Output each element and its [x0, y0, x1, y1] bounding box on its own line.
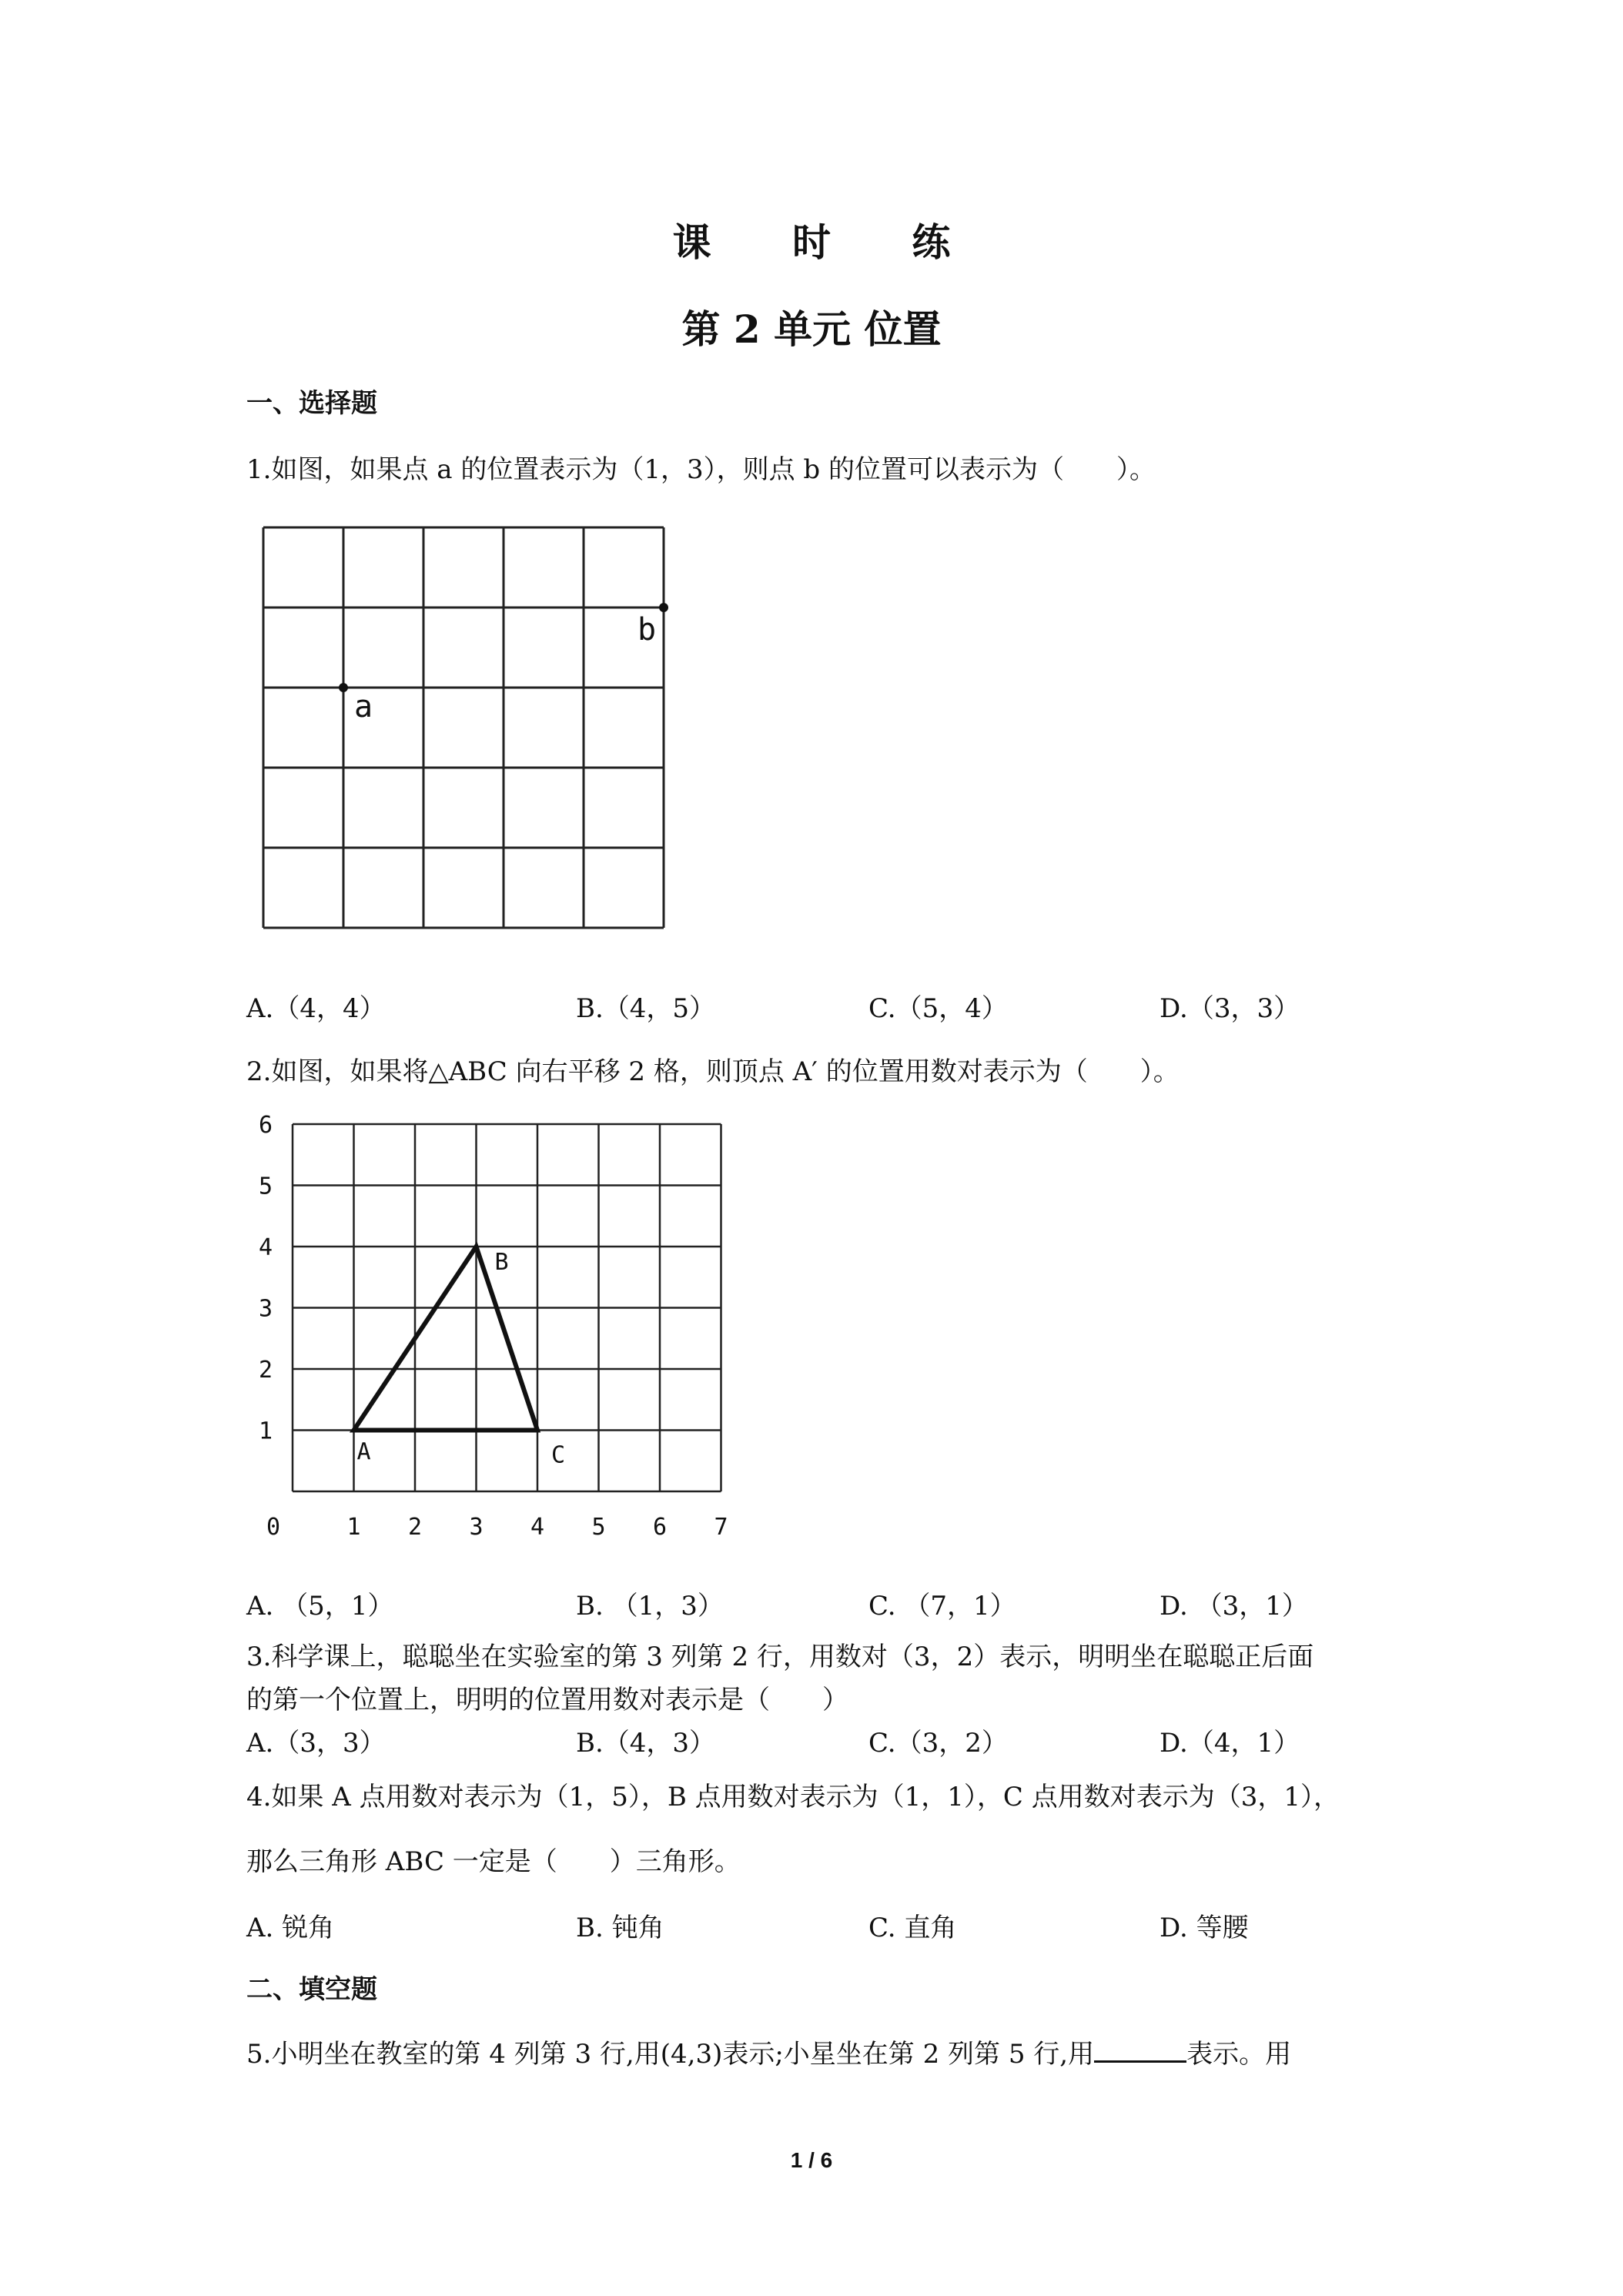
q1-option-a: A.（4，4）: [246, 993, 386, 1024]
point-a-label: a: [354, 689, 373, 725]
x-tick-label: 6: [653, 1514, 668, 1541]
page-number: 1 / 6: [790, 2148, 833, 2172]
question-3-line-1: 3.科学课上，聪聪坐在实验室的第 3 列第 2 行，用数对（3，2）表示，明明坐在聪聪正后面: [246, 1642, 1314, 1672]
question-2-text: 2.如图，如果将△ABC 向右平移 2 格，则顶点 A′ 的位置用数对表示为（ ）。: [246, 1056, 1180, 1087]
q3-option-b: B.（4，3）: [576, 1728, 716, 1759]
point-a: [339, 683, 348, 692]
q4-option-d: D. 等腰: [1160, 1913, 1249, 1943]
vertex-b-label: B: [494, 1249, 509, 1276]
point-b-label: b: [637, 612, 657, 648]
section-heading-choice: 一、选择题: [246, 388, 377, 419]
x-tick-label: 5: [591, 1514, 606, 1541]
vertex-a-label: A: [356, 1438, 371, 1466]
question-3-line-2: 的第一个位置上，明明的位置用数对表示是（ ）: [246, 1685, 848, 1715]
y-tick-label: 4: [259, 1234, 273, 1261]
q2-y-tick-labels: [259, 1112, 273, 1445]
y-tick-label: 3: [259, 1295, 273, 1323]
q3-option-a: A.（3，3）: [246, 1728, 386, 1759]
q4-option-c: C. 直角: [868, 1913, 957, 1943]
question-4-line-2: 那么三角形 ABC 一定是（ ）三角形。: [246, 1846, 741, 1877]
x-tick-label: 1: [346, 1514, 361, 1541]
q2-option-c: C. （7，1）: [868, 1591, 1016, 1622]
q2-option-b: B. （1，3）: [576, 1591, 724, 1622]
q1-grid-figure: [254, 520, 685, 951]
q2-grid-lines: [293, 1124, 721, 1491]
x-tick-label: 3: [469, 1514, 484, 1541]
question-5-after-blank: 表示。用: [1186, 2039, 1292, 2070]
q2-option-d: D. （3，1）: [1160, 1591, 1308, 1622]
q1-option-d: D.（3，3）: [1160, 993, 1300, 1024]
q2-x-tick-labels: [266, 1514, 728, 1541]
page-title: 课 时 练: [672, 219, 985, 265]
x-tick-label: 7: [714, 1514, 728, 1541]
vertex-c-label: C: [551, 1441, 566, 1469]
q1-option-c: C.（5，4）: [868, 993, 1008, 1024]
x-tick-label: 4: [530, 1514, 545, 1541]
answer-blank[interactable]: [1094, 2037, 1186, 2063]
question-4-line-1: 4.如果 A 点用数对表示为（1，5），B 点用数对表示为（1，1），C 点用数对表示为（3，1），: [246, 1782, 1340, 1812]
y-tick-label: 1: [259, 1417, 273, 1445]
y-tick-label: 5: [259, 1173, 273, 1200]
triangle-abc: [354, 1247, 538, 1431]
x-tick-label: 0: [266, 1514, 281, 1541]
question-5-text: [246, 2033, 1291, 2070]
q1-grid-lines: [263, 527, 664, 928]
q3-option-d: D.（4，1）: [1160, 1728, 1300, 1759]
q3-option-c: C.（3，2）: [868, 1728, 1008, 1759]
q4-option-b: B. 钝角: [576, 1913, 664, 1943]
section-heading-fill-in: 二、填空题: [246, 1974, 377, 2005]
q2-option-a: A. （5，1）: [246, 1591, 394, 1622]
x-tick-label: 2: [408, 1514, 423, 1541]
y-tick-label: 2: [259, 1357, 273, 1384]
point-b: [659, 603, 668, 612]
question-5-before-blank: 5.小明坐在教室的第 4 列第 3 行,用(4,3)表示;小星坐在第 2 列第 5 行,用: [246, 2039, 1095, 2070]
q2-coordinate-figure: [246, 1109, 739, 1555]
q4-option-a: A. 锐角: [246, 1913, 335, 1943]
unit-subtitle: 第 2 单元 位置: [681, 306, 942, 352]
question-1-text: 1.如图，如果点 a 的位置表示为（1，3），则点 b 的位置可以表示为（ ）。: [246, 454, 1156, 485]
q1-option-b: B.（4，5）: [576, 993, 716, 1024]
y-tick-label: 6: [259, 1112, 273, 1139]
